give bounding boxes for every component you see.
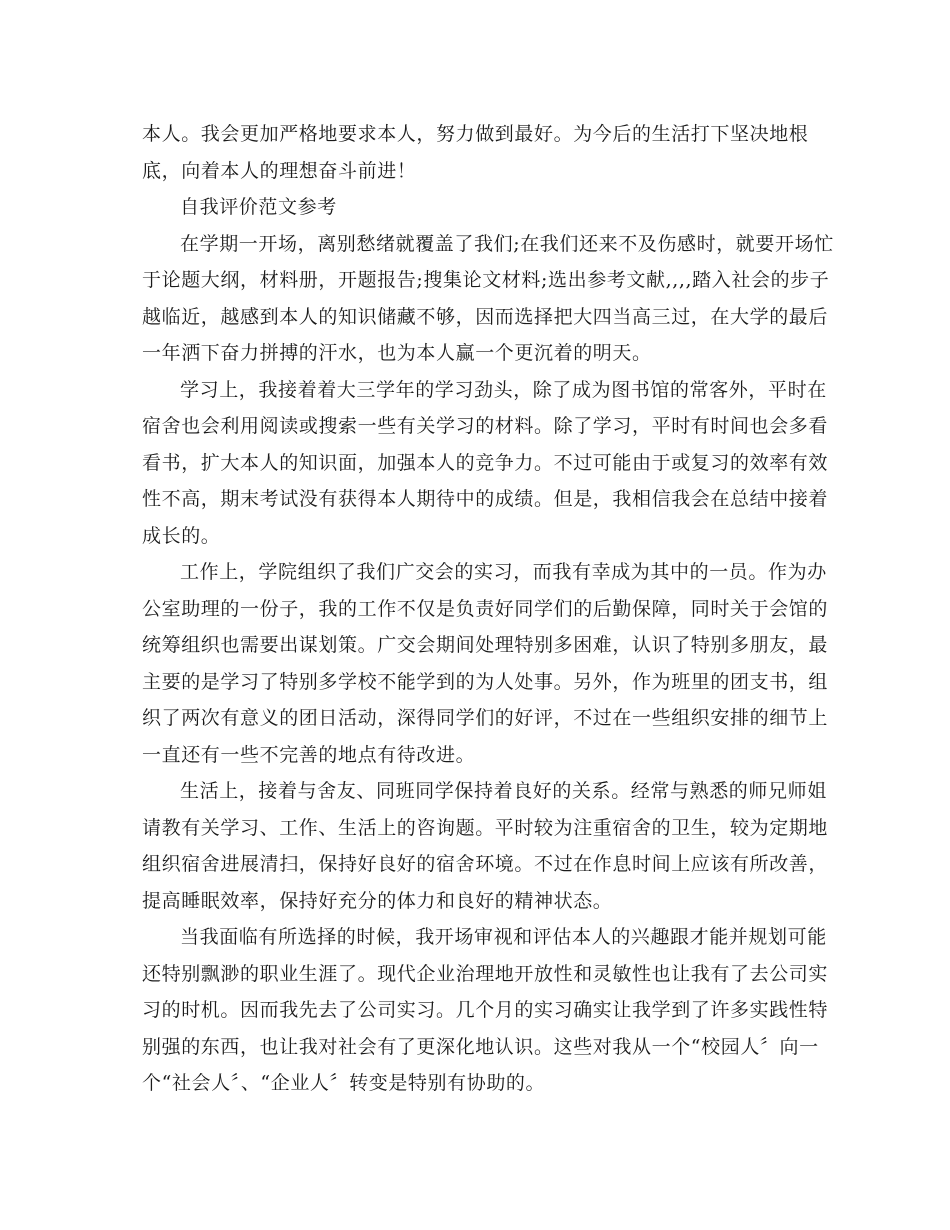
paragraph-work <box>142 554 829 773</box>
paragraph-line: 在学期一开场，离别愁绪就覆盖了我们;在我们还来不及伤感时，就要开场忙 <box>180 232 834 255</box>
paragraph-line: 生活上，接着与舍友、同班同学保持着良好的关系。经常与熟悉的师兄师姐 <box>180 780 827 802</box>
paragraph-line: 宿舍也会利用阅读或搜索一些有关学习的材料。除了学习，平时有时间也会多看 <box>142 415 829 437</box>
paragraph-line: 成长的。 <box>142 524 221 547</box>
paragraph-line: 个“社会人〞、“企业人〞转变是特别有协助的。 <box>142 1072 546 1094</box>
paragraph-line: 还特别飘渺的职业生涯了。现代企业治理地开放性和灵敏性也让我有了去公司实 <box>142 962 829 985</box>
paragraph-line: 当我面临有所选择的时候，我开场审视和评估本人的兴趣跟才能并规划可能 <box>180 926 827 948</box>
paragraph-line: 统筹组织也需要出谋划策。广交会期间处理特别多困难，认识了特别多朋友，最 <box>142 634 829 656</box>
paragraph-study <box>142 372 829 555</box>
paragraph-line: 一年洒下奋力拼搏的汗水，也为本人赢一个更沉着的明天。 <box>142 342 652 364</box>
paragraph-line: 提高睡眠效率，保持好充分的体力和良好的精神状态。 <box>142 889 613 912</box>
paragraph-line: 学习上，我接着着大三学年的学习劲头，除了成为图书馆的常客外，平时在 <box>180 378 827 401</box>
document-page <box>142 116 834 1102</box>
paragraph-line: 公室助理的一份子，我的工作不仅是负责好同学们的后勤保障，同时关于会馆的 <box>142 597 829 620</box>
paragraph-line: 工作上，学院组织了我们广交会的实习，而我有幸成为其中的一员。作为办 <box>180 561 827 583</box>
paragraph-line: 组织宿舍进展清扫，保持好良好的宿舍环境。不过在作息时间上应该有所改善， <box>142 853 829 875</box>
paragraph-line: 越临近，越感到本人的知识储藏不够，因而选择把大四当高三过，在大学的最后 <box>142 305 829 328</box>
paragraph-intro <box>142 226 834 372</box>
paragraph-life <box>142 773 829 919</box>
paragraph-line: 请教有关学习、工作、生活上的咨询题。平时较为注重宿舍的卫生，较为定期地 <box>142 816 829 839</box>
paragraph-career <box>142 919 829 1102</box>
paragraph-line: 别强的东西，也让我对社会有了更深化地认识。这些对我从一个“校园人〞向一 <box>142 1035 819 1058</box>
paragraph-line: 看书，扩大本人的知识面，加强本人的竞争力。不过可能由于或复习的效率有效 <box>142 451 829 474</box>
paragraph-line: 一直还有一些不完善的地点有待改进。 <box>142 743 476 766</box>
paragraph-line: 习的时机。因而我先去了公司实习。几个月的实习确实让我学到了许多实践性特 <box>142 999 829 1021</box>
paragraph-line: 主要的是学习了特别多学校不能学到的为人处事。另外，作为班里的团支书，组 <box>142 670 829 693</box>
section-title: 自我评价范文参考 <box>180 196 337 218</box>
paragraph-line: 于论题大纲，材料册，开题报告;搜集论文材料;选出参考文献,,,,踏入社会的步子 <box>142 269 830 291</box>
paragraph-line: 织了两次有意义的团日活动，深得同学们的好评，不过在一些组织安排的细节上 <box>142 707 829 729</box>
intro-line: 底，向着本人的理想奋斗前进！ <box>142 159 417 182</box>
intro-line: 本人。我会更加严格地要求本人，努力做到最好。为今后的生活打下坚决地根 <box>142 123 809 145</box>
paragraph-line: 性不高，期末考试没有获得本人期待中的成绩。但是，我相信我会在总结中接着 <box>142 488 829 510</box>
